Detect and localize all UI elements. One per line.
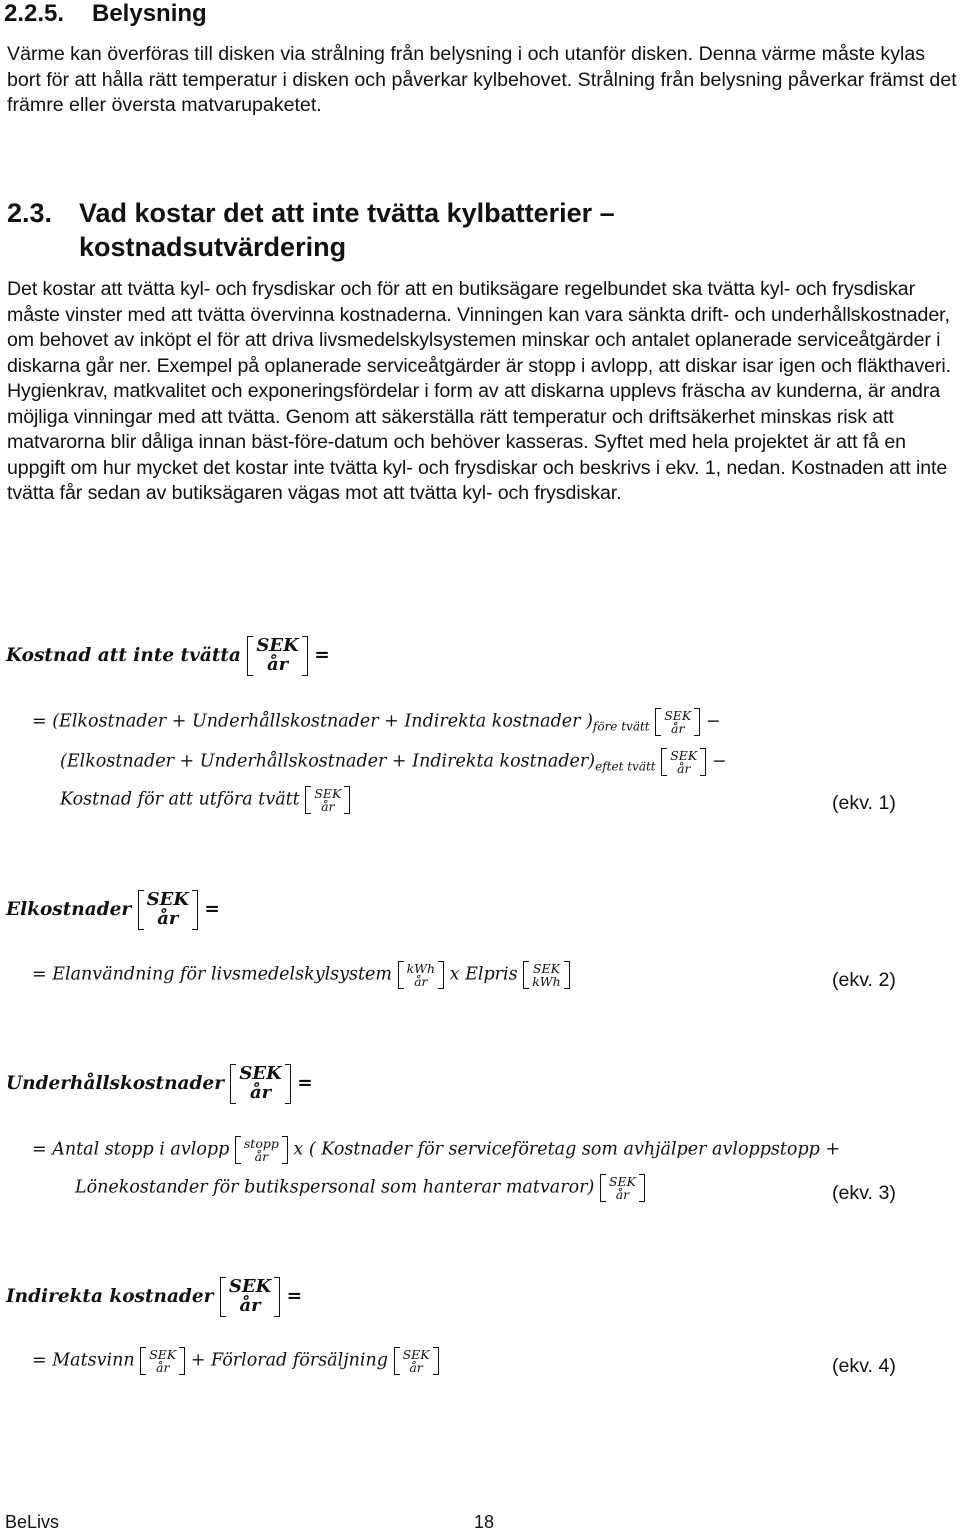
eq3-line1-a: = Antal stopp i avlopp (32, 1139, 230, 1160)
unit-den: år (409, 1360, 423, 1376)
unit-num: SEK (670, 748, 698, 763)
unit-bracket (394, 1347, 439, 1375)
eq1-label: (ekv. 1) (832, 792, 896, 814)
unit-num: SEK (664, 708, 692, 723)
unit-num: SEK (256, 635, 299, 656)
unit-num: kWh (406, 961, 436, 976)
unit-den: år (266, 653, 289, 675)
unit-num: stopp (243, 1136, 279, 1151)
page-number: 18 (474, 1512, 495, 1532)
eq1-lhs-text: Kostnad att inte tvätta (6, 644, 241, 666)
eq1-line2-text: (Elkostnader + Underhållskostnader + Indirekta kostnader) (60, 751, 596, 772)
eq4-rhs-b: + Förlorad försäljning (190, 1350, 388, 1371)
eq1-line3-text: Kostnad för att utföra tvätt (60, 789, 300, 810)
eq3-lhs-text: Underhållskostnader (6, 1072, 224, 1094)
unit-bracket (247, 636, 307, 676)
unit-den: år (239, 1294, 261, 1316)
eq2-rhs-b: x Elpris (449, 964, 518, 985)
paragraph-kostnad: Det kostar att tvätta kyl- och frysdiskar och för att en butiksägare regelbundet ska tvätta kyl- och frysdiskar måste vinster med att tvätta övervinna kostnaderna. Vinningen kan vara sänkta drift- och underhållskostnader, om behovet av inköpt el för att driva livsmedelskylsystemen minskar och antalet oplanerade serviceåtgärder i diskarna går ner. Exempel på oplanerade serviceåtgärder är stopp i avlopp, att diskar isar igen och fläkthaveri. Hygienkrav, matkvalitet och exponeringsfördelar i form av att diskarna upplevs fräscha av kunderna, är andra möjliga vinningar med att tvätta. Genom att säkerställa rätt temperatur och driftsäkerhet minskas risk att matvarorna blir dåliga innan bäst-före-datum och behöver kasseras. Syftet med hela projektet är att få en uppgift om hur mycket det kostar inte tvätta kyl- och frysdiskar och beskrivs i ekv. 1, nedan. Kostnaden att inte tvätta får sedan av butiksägaren vägas mot att tvätta kyl- och frysdiskar. (7, 278, 951, 504)
unit-bracket (600, 1174, 645, 1202)
eq1-line1: = (Elkostnader + Underhållskostnader + Indirekta kostnader )$_{före tvätt}$ SEK år − (32, 708, 721, 737)
eq4-label: (ekv. 4) (832, 1355, 896, 1377)
eq4-lhs: Indirekta kostnader SEK år = (6, 1276, 303, 1316)
eq1-line1-text: = (Elkostnader + Underhållskostnader + Indirekta kostnader ) (32, 711, 593, 732)
eq1-line2-sub: eftet tvätt (595, 759, 656, 774)
unit-den: år (321, 799, 335, 815)
unit-bracket (523, 961, 569, 989)
section-title-line1: Vad kostar det att inte tvätta kylbatterier – (79, 198, 615, 228)
unit-bracket (140, 1347, 185, 1375)
eq1-line3 (60, 786, 350, 814)
unit-bracket (398, 961, 444, 989)
eq2-rhs-a: = Elanvändning för livsmedelskylsystem (32, 964, 393, 985)
unit-num: SEK (608, 1174, 636, 1189)
unit-num: SEK (314, 786, 342, 801)
eq2-label: (ekv. 2) (832, 969, 896, 991)
section-heading-belysning (4, 0, 207, 28)
unit-bracket (661, 748, 706, 776)
unit-num: SEK (146, 889, 189, 910)
unit-num: SEK (402, 1347, 430, 1362)
eq3-line2-text: Lönekostander för butikspersonal som hanterar matvaror) (75, 1177, 595, 1198)
eq1-line2: (Elkostnader + Underhållskostnader + Indirekta $kostnader)_{eftet tvätt}$ SEK år − (60, 748, 727, 777)
unit-bracket (220, 1277, 280, 1317)
unit-den: år (677, 761, 691, 777)
unit-bracket (235, 1136, 288, 1164)
unit-den: kWh (532, 974, 561, 990)
footer-left: BeLivs (5, 1512, 60, 1532)
unit-num: SEK (149, 1347, 177, 1362)
eq1-lhs: Kostnad att inte tvätta SEK år = (6, 635, 330, 675)
unit-den: år (250, 1081, 272, 1103)
eq1-line1-sub: före tvätt (592, 719, 650, 734)
eq4-rhs-a: = Matsvinn (32, 1350, 135, 1371)
unit-num: SEK (532, 961, 560, 976)
eq4-rhs (32, 1347, 439, 1375)
paragraph-belysning: Värme kan överföras till disken via strålning från belysning i och utanför disken. Denna värme måste kylas bort för att hålla rätt temperatur i disken och påverkar kylbehovet. Strålning från belysning påverkar främst det främre eller översta matvarupaketet. (7, 43, 957, 116)
unit-bracket (305, 786, 350, 814)
eq3-line1-b: x ( Kostnader för serviceföretag som avhjälper avloppstopp + (293, 1139, 841, 1160)
section-title-line2: kostnadsutvärdering (79, 232, 347, 262)
unit-bracket (230, 1064, 290, 1104)
unit-den: år (157, 907, 179, 929)
eq4-lhs-text: Indirekta kostnader (6, 1285, 214, 1307)
eq3-lhs: Underhållskostnader SEK år = (6, 1063, 313, 1103)
unit-den: år (414, 974, 428, 990)
unit-den: år (254, 1149, 269, 1165)
eq2-lhs-text: Elkostnader (6, 898, 132, 920)
section-number: 2.2.5. (4, 0, 65, 27)
eq3-line2 (75, 1174, 645, 1202)
eq3-line1 (32, 1136, 840, 1164)
unit-num: SEK (239, 1063, 282, 1084)
unit-den: år (671, 721, 685, 737)
unit-bracket (138, 890, 198, 930)
eq2-rhs (32, 961, 570, 989)
unit-bracket (655, 708, 700, 736)
section-title: Belysning (92, 0, 207, 27)
eq3-label: (ekv. 3) (832, 1182, 896, 1204)
section-number: 2.3. (7, 198, 53, 228)
unit-den: år (156, 1360, 170, 1376)
section-heading-kostnad (7, 196, 615, 264)
unit-num: SEK (228, 1276, 272, 1297)
eq2-lhs: Elkostnader SEK år = (6, 889, 220, 929)
unit-den: år (615, 1187, 630, 1203)
